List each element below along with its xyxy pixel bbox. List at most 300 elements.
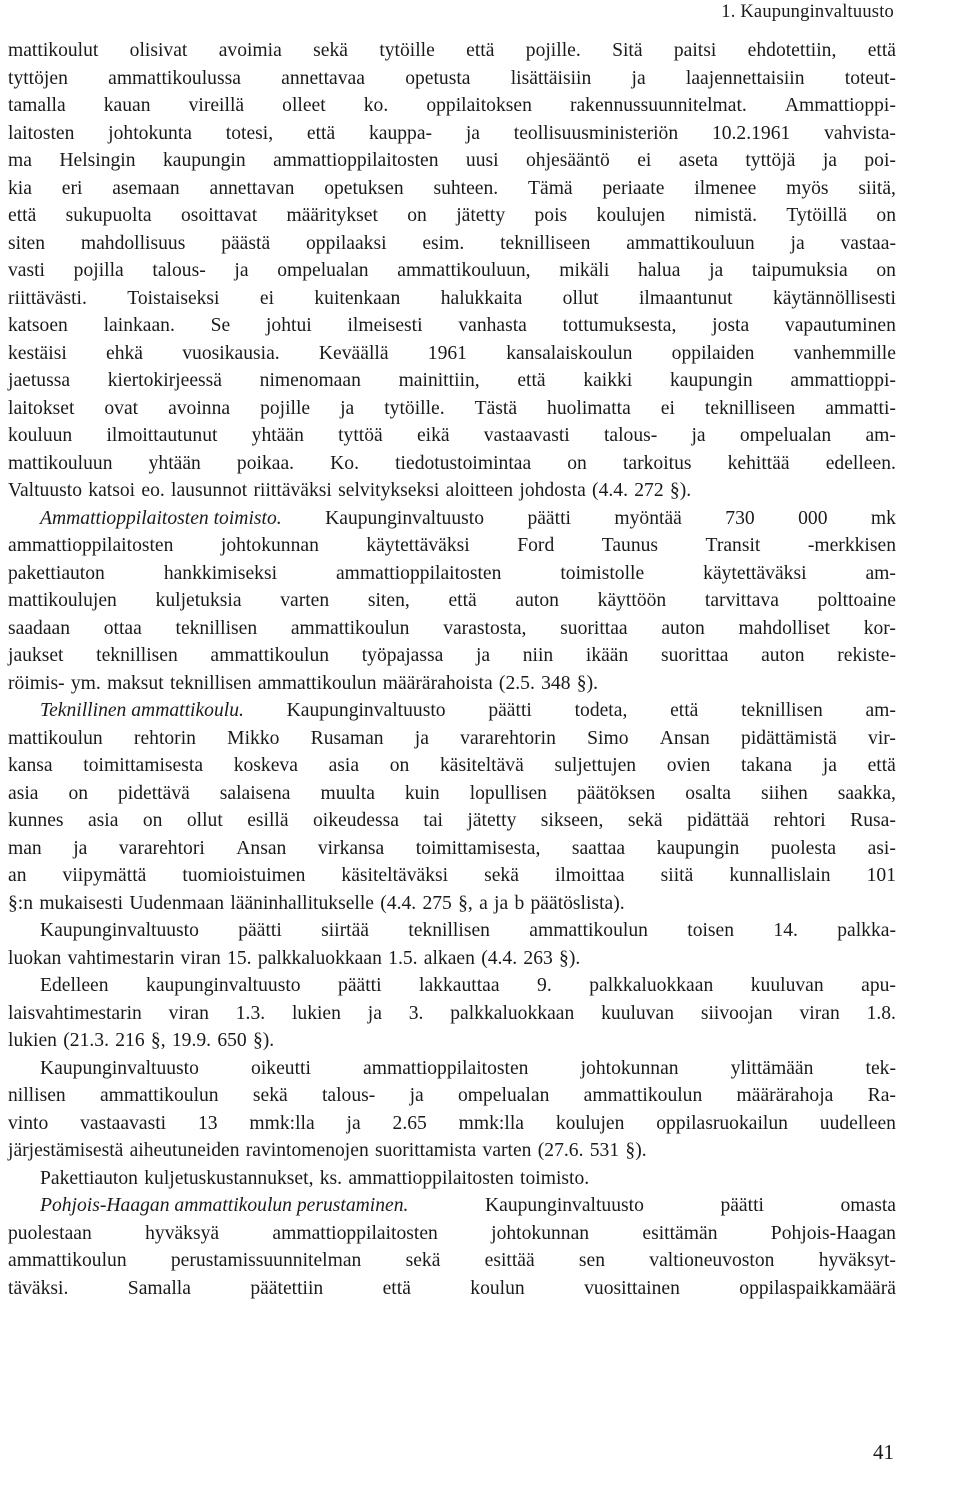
word: Uudenmaan xyxy=(129,892,225,914)
word: toimistolle xyxy=(560,562,645,584)
word: Ansan xyxy=(236,837,287,859)
word: §). xyxy=(576,672,598,694)
text-line xyxy=(8,587,896,615)
word: paitsi xyxy=(673,40,717,61)
word: siihen xyxy=(760,782,808,804)
word: ompelualan xyxy=(277,260,369,281)
word: ammattioppi- xyxy=(790,370,896,391)
word: 730 xyxy=(725,507,755,529)
text-line xyxy=(8,175,896,203)
word: luokan xyxy=(8,947,62,969)
word: kaupungin xyxy=(162,150,246,171)
word: 1.5. xyxy=(388,947,418,969)
text-line xyxy=(8,642,896,670)
word: ei xyxy=(660,397,675,419)
word: ylittämään xyxy=(730,1057,814,1079)
word: ilmenee xyxy=(694,177,757,199)
word: Kaupunginvaltuusto xyxy=(286,700,446,721)
word: ei xyxy=(637,150,652,171)
word: (4.4. xyxy=(481,947,518,969)
word: teknillisen xyxy=(408,920,490,941)
word: nimistä. xyxy=(694,205,758,226)
word: johdosta xyxy=(519,480,586,501)
word: riittävästi. xyxy=(8,287,87,309)
word: lisättäisiin xyxy=(510,67,592,89)
word: kehittää xyxy=(727,452,790,474)
word: palkkaluokkaan xyxy=(450,1002,575,1024)
text-line xyxy=(8,340,896,368)
word: johtokunnan xyxy=(220,535,319,556)
word: oppilaitoksen xyxy=(426,95,532,116)
word: mattikoulut xyxy=(8,40,99,61)
word: kunnallislain xyxy=(729,865,831,886)
word: että xyxy=(8,205,37,226)
word: ehkä xyxy=(106,342,144,364)
word: rekiste- xyxy=(837,645,896,666)
text-line xyxy=(8,1192,896,1220)
word: ammattikouluun xyxy=(626,232,755,254)
word: että xyxy=(867,755,896,776)
word: Tämä xyxy=(528,177,573,199)
word: on xyxy=(876,205,896,226)
word: viran xyxy=(799,1002,840,1024)
word: palkka- xyxy=(837,920,896,941)
text-line xyxy=(8,1055,896,1083)
word: Ra- xyxy=(867,1085,896,1106)
word: päätöksen xyxy=(576,782,656,804)
word: niin xyxy=(522,645,554,666)
word: kuuluvan xyxy=(601,1002,675,1024)
word: kunnes xyxy=(8,810,64,831)
word: kouluun xyxy=(8,425,73,446)
word: Se xyxy=(210,315,231,336)
word: määrärahoja xyxy=(736,1085,834,1106)
text-line xyxy=(8,862,896,890)
word: 2.65 xyxy=(392,1112,427,1134)
word: vanhemmille xyxy=(793,342,896,364)
word: Toistaiseksi xyxy=(127,287,220,309)
text-line xyxy=(8,477,896,505)
text-line xyxy=(8,257,896,285)
word: päätti xyxy=(338,975,382,996)
word: ma xyxy=(8,150,32,171)
word: on xyxy=(68,782,89,804)
word: Mikko xyxy=(227,727,280,749)
word: Ko. xyxy=(330,452,360,474)
word: ompelualan xyxy=(457,1085,550,1106)
word: ammattioppilaitosten xyxy=(363,1057,529,1079)
word: 13 xyxy=(197,1112,218,1134)
word: taipumuksia xyxy=(751,260,848,281)
word: apu- xyxy=(861,975,896,996)
word: on xyxy=(389,755,410,776)
word: rehtorin xyxy=(133,727,196,749)
section-heading: Pohjois-Haagan ammattikoulun perustaminen. xyxy=(40,1195,409,1216)
text-line xyxy=(8,670,896,698)
word: ammattikoulussa xyxy=(108,67,241,89)
word: §). xyxy=(559,947,581,969)
word: saakka, xyxy=(837,782,896,804)
word: §). xyxy=(669,480,692,501)
word: kaupungin xyxy=(669,370,753,391)
word: vahtimestarin xyxy=(67,947,175,969)
word: rehtori xyxy=(773,810,826,831)
text-line xyxy=(8,890,896,918)
word: päästä xyxy=(221,232,271,254)
word: vuosittainen xyxy=(584,1277,680,1299)
body-text xyxy=(8,37,896,1302)
word: että xyxy=(306,122,336,144)
word: sen xyxy=(578,1250,606,1271)
word: kuin xyxy=(404,782,440,804)
text-line xyxy=(8,532,896,560)
word: teknillisen xyxy=(169,672,252,694)
word: 1.8. xyxy=(866,1002,896,1024)
word: toimittamisesta, xyxy=(415,837,541,859)
word: mk xyxy=(870,507,896,529)
word: johtokunnan xyxy=(491,1222,590,1244)
word: mukaisesti xyxy=(39,892,124,914)
word: tytöille xyxy=(379,40,435,61)
word: ammattikouluun, xyxy=(397,260,531,281)
word: siitä xyxy=(660,865,694,886)
word: työpajassa xyxy=(361,645,444,666)
word: kansa xyxy=(8,755,53,776)
word: asemaan xyxy=(112,177,180,199)
word: toteut- xyxy=(844,67,896,89)
word: totesi, xyxy=(225,122,274,144)
word: ja xyxy=(631,67,646,89)
word: teknillisen xyxy=(96,645,178,666)
word: jaetussa xyxy=(8,370,71,391)
word: käytännöllisesti xyxy=(772,287,896,309)
word: ja xyxy=(494,892,509,914)
word: Kaupunginvaltuusto xyxy=(325,507,485,529)
word: omasta xyxy=(840,1195,896,1216)
word: uudelleen xyxy=(819,1112,896,1134)
word: opetusta xyxy=(405,67,471,89)
word: ja xyxy=(465,122,480,144)
word: päätöslista). xyxy=(530,892,625,914)
word: lausunnot xyxy=(171,480,248,501)
word: avoimia xyxy=(218,40,282,61)
word: selvitykseksi xyxy=(338,480,440,501)
word: ja xyxy=(367,1002,382,1024)
word: johtokunnan xyxy=(580,1057,679,1079)
word: suhteen. xyxy=(433,177,499,199)
word: päätti xyxy=(488,700,532,721)
word: Simo xyxy=(587,727,629,749)
word: avoinna xyxy=(168,397,231,419)
word: katsoen xyxy=(8,315,68,336)
text-line xyxy=(8,147,896,175)
word: teknilliseen xyxy=(500,232,591,254)
word: kauppa- xyxy=(368,122,433,144)
word: että xyxy=(670,700,699,721)
word: koulun xyxy=(470,1277,525,1299)
word: että xyxy=(517,370,546,391)
word: hyväksyt- xyxy=(818,1250,896,1271)
word: osoittavat xyxy=(180,205,258,226)
word: lukien xyxy=(291,1002,341,1024)
word: koskeva xyxy=(233,755,298,776)
word: Valtuusto xyxy=(8,480,83,501)
word: talous- xyxy=(603,425,658,446)
word: ja xyxy=(709,260,724,281)
word: eikä xyxy=(416,425,450,446)
word: siirtää xyxy=(321,920,369,941)
text-line xyxy=(8,725,896,753)
word: lopullisen xyxy=(469,782,547,804)
word: ammatti- xyxy=(825,397,896,419)
word: että xyxy=(448,590,477,611)
word: pidättämistä xyxy=(741,727,837,749)
text-line xyxy=(8,615,896,643)
word: toisen xyxy=(687,920,735,941)
word: annettavaa xyxy=(281,67,365,89)
word: on xyxy=(876,260,896,281)
word: pidettävä xyxy=(118,782,190,804)
word: Ansan xyxy=(659,727,710,749)
word: kia xyxy=(8,177,32,199)
word: ompelualan xyxy=(739,425,832,446)
word: perustamissuunnitelman xyxy=(170,1250,362,1271)
word: kestäisi xyxy=(8,342,67,364)
word: esillä xyxy=(247,810,289,831)
text-line xyxy=(8,560,896,588)
word: 275 xyxy=(422,892,452,914)
word: tamalla xyxy=(8,95,66,116)
page-number: 41 xyxy=(873,1440,894,1464)
word: tai xyxy=(423,810,443,831)
word: §). xyxy=(252,1030,275,1051)
word: tek- xyxy=(865,1057,896,1079)
word: esittää xyxy=(484,1250,535,1271)
word: Taunus xyxy=(601,535,659,556)
word: kuitenkaan xyxy=(314,287,401,309)
word: päätti xyxy=(720,1195,764,1216)
word: tuomioistuimen xyxy=(182,865,306,886)
word: Kaupunginvaltuusto xyxy=(40,920,199,941)
word: puolesta xyxy=(770,837,837,859)
word: ja xyxy=(475,645,491,666)
word: esittämän xyxy=(642,1222,718,1244)
text-line xyxy=(8,917,896,945)
word: ammattioppilaitosten xyxy=(8,535,174,556)
word: esim. xyxy=(422,232,465,254)
word: auton xyxy=(515,590,559,611)
word: hankkimiseksi xyxy=(163,562,278,584)
word: am- xyxy=(865,562,896,584)
word: mikäli xyxy=(559,260,610,281)
word: an xyxy=(8,865,27,886)
word: pidättää xyxy=(687,810,750,831)
word: (21.3. xyxy=(63,1030,109,1051)
word: a xyxy=(479,892,488,914)
word: 000 xyxy=(798,507,828,529)
word: annettavan xyxy=(209,177,295,199)
word: mahdollisuus xyxy=(80,232,186,254)
word: 348 xyxy=(541,672,571,694)
word: vapautuminen xyxy=(784,315,896,336)
word: että xyxy=(466,40,495,61)
word: kaikki xyxy=(583,370,633,391)
word: oppilaaksi xyxy=(305,232,387,254)
word: käsiteltävä xyxy=(440,755,524,776)
word: kaupunginvaltuusto xyxy=(146,975,301,996)
word: viipymättä xyxy=(62,865,147,886)
word: 15. xyxy=(227,947,252,969)
word: ei xyxy=(259,287,275,309)
word: 19.9. xyxy=(171,1030,212,1051)
word: Kaupunginvaltuusto xyxy=(40,1057,199,1079)
word: ja xyxy=(73,837,88,859)
word: vastaa- xyxy=(840,232,896,254)
word: ja xyxy=(340,397,355,419)
section-heading: Teknillinen ammattikoulu. xyxy=(40,700,244,721)
word: mattikoulun xyxy=(8,727,103,749)
word: Tytöillä xyxy=(786,205,848,226)
word: Rusa- xyxy=(850,810,896,831)
word: takana xyxy=(740,755,793,776)
word: tarkoitus xyxy=(622,452,692,474)
word: määrärahoista xyxy=(382,672,493,694)
word: ammattioppilaitosten xyxy=(348,1167,514,1189)
word: vastaavasti xyxy=(483,425,570,446)
word: huolimatta xyxy=(547,397,631,419)
word: vasti xyxy=(8,260,46,281)
word: vir- xyxy=(868,727,896,749)
word: ja xyxy=(346,1112,361,1134)
word: suorittaa xyxy=(660,645,729,666)
word: valtioneuvoston xyxy=(649,1250,775,1271)
word: ikään xyxy=(585,645,629,666)
word: suorittaa xyxy=(560,617,628,639)
word: johtui xyxy=(265,315,312,336)
word: vanhasta xyxy=(458,315,527,336)
word: 14. xyxy=(773,920,798,941)
word: vastaavasti xyxy=(80,1112,167,1134)
word: varten xyxy=(482,1140,532,1161)
word: talous- xyxy=(152,260,206,281)
section-heading: Ammattioppilaitosten toimisto. xyxy=(40,507,282,529)
word: sekä xyxy=(252,1085,288,1106)
text-line xyxy=(8,202,896,230)
word: pojille. xyxy=(525,40,581,61)
word: aseta xyxy=(678,150,718,171)
text-line xyxy=(8,505,896,533)
word: ammattikoulun xyxy=(529,920,648,941)
word: halukkaita xyxy=(440,287,523,309)
word: ammattikoulun xyxy=(290,617,410,639)
word: 650 xyxy=(217,1030,247,1051)
text-line xyxy=(8,92,896,120)
word: 216 xyxy=(115,1030,145,1051)
word: laitokset xyxy=(8,397,75,419)
word: koulujen xyxy=(555,1112,625,1134)
word: oppilaiden xyxy=(671,342,755,364)
word: viran xyxy=(180,947,221,969)
word: oikeutti xyxy=(251,1057,311,1079)
word: röimis- xyxy=(8,672,65,694)
text-line xyxy=(8,395,896,423)
word: opetuksen xyxy=(324,177,404,199)
word: osalta xyxy=(685,782,731,804)
word: ilmoittaa xyxy=(554,865,625,886)
word: saattaa xyxy=(571,837,626,859)
text-line xyxy=(8,450,896,478)
word: Kaupunginvaltuusto xyxy=(484,1195,644,1216)
word: tarvittava xyxy=(704,590,779,611)
word: on xyxy=(142,810,163,831)
word: sekä xyxy=(405,1250,441,1271)
word: periaate xyxy=(602,177,665,199)
word: yhtään xyxy=(148,452,201,474)
word: laitosten xyxy=(8,122,75,144)
text-line xyxy=(8,312,896,340)
word: Pakettiauton xyxy=(40,1167,138,1189)
word: pojilla xyxy=(73,260,124,281)
word: tyttöjen xyxy=(8,67,68,89)
word: teknillisen xyxy=(741,700,823,721)
word: kauan xyxy=(103,95,151,116)
word: sikseen, xyxy=(540,810,604,831)
word: aloitteen xyxy=(445,480,514,501)
word: ovien xyxy=(666,755,711,776)
word: että xyxy=(867,40,896,61)
word: ohjesääntö xyxy=(526,150,610,171)
word: yhtään xyxy=(251,425,304,446)
word: ym. xyxy=(70,672,101,694)
word: ilmaantunut xyxy=(638,287,733,309)
word: johtokunta xyxy=(108,122,192,144)
word: kaupungin xyxy=(656,837,740,859)
word: vinto xyxy=(8,1112,49,1134)
word: 1961 xyxy=(427,342,467,364)
text-line xyxy=(8,1137,896,1165)
word: käytettäväksi xyxy=(703,562,807,584)
word: mainittiin, xyxy=(398,370,480,391)
word: Helsingin xyxy=(59,150,136,171)
text-line xyxy=(8,1275,896,1303)
word: am- xyxy=(865,700,896,721)
text-line xyxy=(8,367,896,395)
word: §, xyxy=(150,1030,166,1051)
word: Rusaman xyxy=(310,727,384,749)
word: jaukset xyxy=(8,645,64,666)
word: järjestämisestä xyxy=(8,1140,124,1161)
word: sekä xyxy=(484,865,519,886)
word: käsiteltäväksi xyxy=(341,865,449,886)
word: sukupuolta xyxy=(65,205,152,226)
word: mattikouluun xyxy=(8,452,113,474)
word: oppilaspaikkamäärä xyxy=(739,1277,896,1299)
word: viran xyxy=(168,1002,209,1024)
word: ollut xyxy=(186,810,223,831)
word: rakennussuunnitelmat. xyxy=(569,95,747,116)
word: 10.2.1961 xyxy=(711,122,791,144)
word: Keväällä xyxy=(318,342,389,364)
word: siitä, xyxy=(858,177,896,199)
word: (27.6. xyxy=(537,1140,584,1161)
word: sekä xyxy=(313,40,348,61)
word: ja xyxy=(414,727,429,749)
word: man xyxy=(8,837,42,859)
word: teollisuusministeriön xyxy=(513,122,679,144)
word: mahdolliset xyxy=(738,617,830,639)
word: -merkkisen xyxy=(807,535,896,556)
word: teknillisen xyxy=(175,617,258,639)
